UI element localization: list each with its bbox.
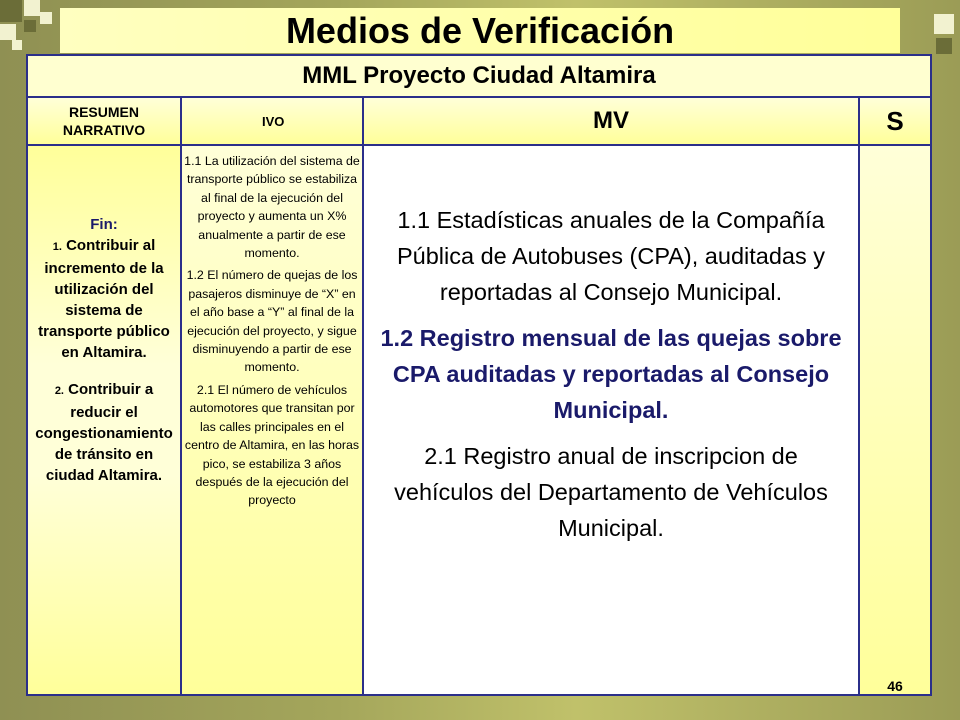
header-s: S: [860, 98, 930, 144]
fin-label: Fin:: [90, 216, 118, 233]
header-resumen-narrativo: RESUMEN NARRATIVO: [28, 98, 180, 144]
page-number: 46: [887, 678, 903, 694]
resumen-item-2-number: 2.: [54, 385, 64, 397]
supuestos-column: [860, 146, 930, 694]
header-mv: MV: [364, 98, 858, 144]
ivo-indicator-1-2: 1.2 El número de quejas de los pasajeros disminuye de “X” en el año base a “Y” al final de la ejecución del proyecto, y sigue disminuyendo a partir de ese momento.: [186, 268, 358, 375]
resumen-item-1-text: Contribuir al incremento de la utilización del sistema de transporte público en Altamira.: [38, 237, 170, 361]
ivo-column: [182, 146, 362, 694]
mv-column: [364, 146, 858, 694]
slide-title: Medios de Verificación: [285, 9, 675, 51]
mv-item-1-1: 1.1 Estadísticas anuales de la Compañía Pública de Autobuses (CPA), auditadas y reportadas al Consejo Municipal.: [396, 207, 826, 305]
mv-item-2-1: 2.1 Registro anual de inscripcion de vehículos del Departamento de Vehículos Municipal.: [394, 443, 828, 541]
table-subtitle: MML Proyecto Ciudad Altamira: [28, 56, 930, 96]
resumen-item-2: [30, 379, 178, 486]
header-ivo: IVO: [182, 98, 362, 144]
resumen-item-1: [30, 235, 178, 363]
resumen-item-1-number: 1.: [52, 241, 62, 253]
ivo-indicator-1-1: 1.1 La utilización del sistema de transporte público se estabiliza al final de la ejecución del proyecto y aumenta un X% anualmente a partir de ese momento.: [184, 154, 360, 261]
resumen-narrativo-column: [28, 146, 180, 694]
ivo-indicator-2-1: 2.1 El número de vehículos automotores que transitan por las calles principales en el centro de Altamira, en las horas pico, se estabiliza 3 años después de la ejecución del proyecto: [184, 382, 360, 508]
resumen-item-2-text: Contribuir a reducir el congestionamiento de tránsito en ciudad Altamira.: [35, 381, 173, 484]
mv-item-1-2: 1.2 Registro mensual de las quejas sobre CPA auditadas y reportadas al Consejo Municipal.: [380, 325, 842, 423]
